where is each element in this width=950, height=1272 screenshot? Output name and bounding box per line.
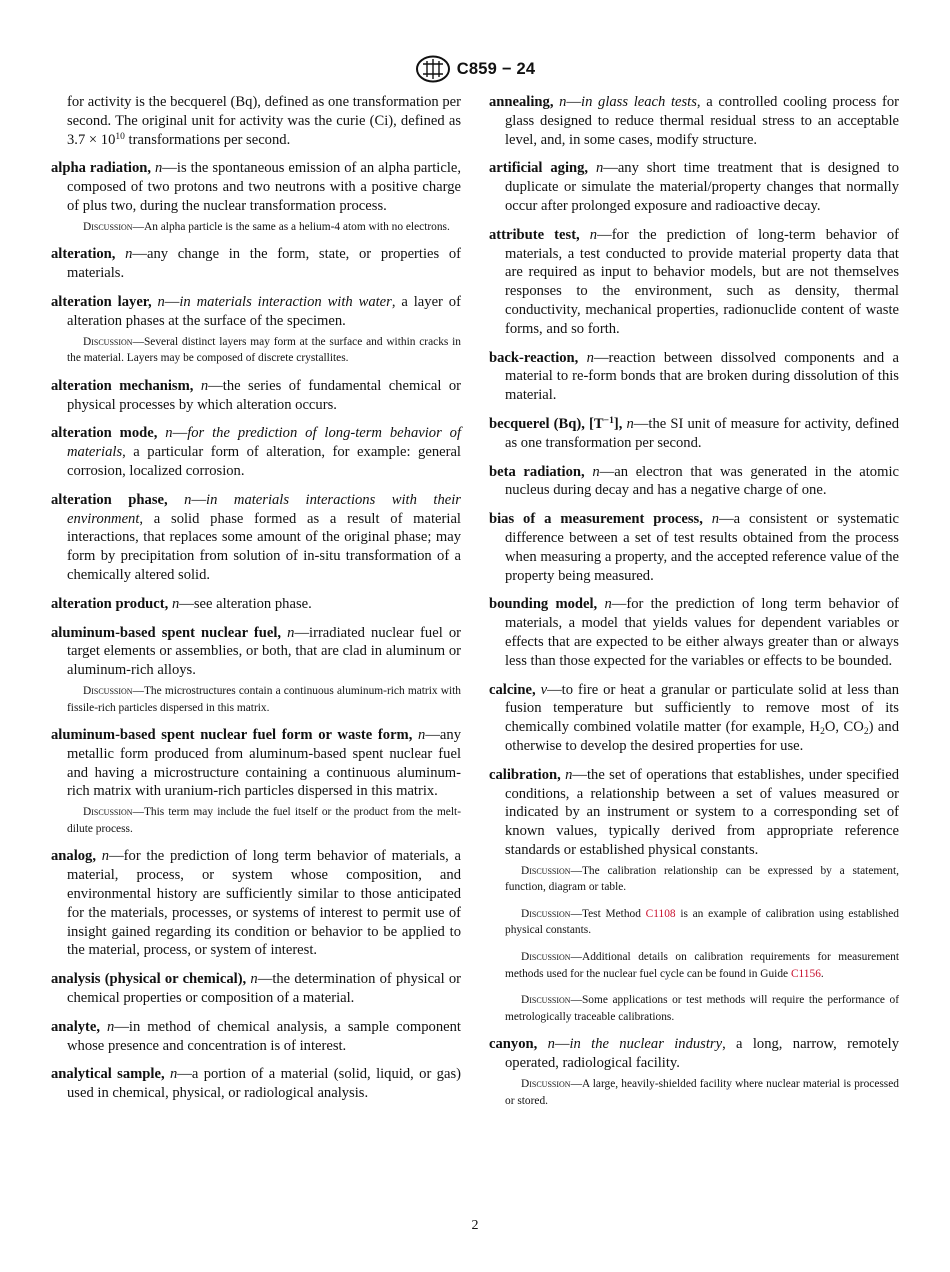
discussion-calibration-1: Discussion—The calibration relationship can be expressed by a statement, function, diagram or table. [505, 864, 899, 894]
entry-attribute-test: attribute test, n—for the prediction of long-term behavior of materials, a test conducted to provide material property data that are required as input to behavior models, but are not themselves responses to the environment, such as density, thermal conductivity, mechanical properties, radionuclide content of waste forms, and so forth. [489, 226, 900, 337]
link-c1156[interactable]: C1156 [790, 967, 821, 980]
right-column [489, 93, 899, 1119]
continued-definition: for activity is the becquerel (Bq), defined as one transformation per second. The original unit for activity was the curie (Ci), defined as $3.7 \times 10^{10}$ transformations per second. [67, 94, 461, 148]
entry-analytical-sample: analytical sample, n—a portion of a material (solid, liquid, or gas) used in chemical, physical, or radiological analysis. [51, 1066, 461, 1102]
entry-alteration-mode: alteration mode, n—for the prediction of long-term behavior of materials, a particular form of alteration, for example: general corrosion, localized corrosion. [51, 425, 461, 479]
entry-aluminum-based-snf: aluminum-based spent nuclear fuel, n—irradiated nuclear fuel or target elements or assemblies, or both, that are clad in aluminum or aluminum-rich alloys. [51, 624, 461, 679]
entry-artificial-aging: artificial aging, n—any short time treatment that is designed to duplicate or simulate the material/property changes that normally occur after prolonged exposure and radioactive decay. [489, 160, 899, 214]
entry-canyon: canyon, n—in the nuclear industry, a long, narrow, remotely operated, radiological facility. [489, 1036, 899, 1072]
discussion-calibration-2: Discussion—Test Method C1108 is an example of calibration using established physical constants. [505, 907, 899, 937]
entry-alteration-product: alteration product, n—see alteration phase. [51, 595, 312, 612]
page-header [0, 54, 950, 84]
link-c1108[interactable]: C1108 [645, 907, 676, 920]
entry-analyte: analyte, n—in method of chemical analysis, a sample component whose presence and concentration is of interest. [51, 1018, 461, 1054]
entry-aluminum-based-snf-form: aluminum-based spent nuclear fuel form or waste form, n—any metallic form produced from aluminum-based spent nuclear fuel and having a microstructure containing a continuous aluminum-rich matrix with uranium-rich particles dispersed in this matrix. [51, 727, 461, 800]
entry-calibration: calibration, n—the set of operations that establishes, under specified conditions, a relationship between a set of values measured or indicated by an instrument or system to a corresponding set of known values, typically derived from appropriate reference standards or established physical constants. [489, 766, 899, 858]
left-column [51, 93, 461, 1113]
entry-alteration-phase: alteration phase, n—in materials interactions with their environment, a solid phase formed as a result of material interactions, that replaces some amount of the original phase; may form by precipitation from solution of in-situ transformation of a chemically altered solid. [51, 491, 461, 583]
entry-becquerel: becquerel (Bq), $[T^{-1}]$, n—the SI unit of measure for activity, defined as one transformation per second. [489, 415, 899, 451]
discussion-calibration-4: Discussion—Some applications or test methods will require the performance of metrologically traceable calibrations. [505, 994, 899, 1023]
entry-beta-radiation: beta radiation, n—an electron that was generated in the atomic nucleus during decay and has a negative charge of one. [489, 463, 899, 499]
page-number: 2 [471, 1218, 479, 1233]
discussion-alteration-layer: Discussion—Several distinct layers may form at the surface and within cracks in the material. Layers may be composed of discrete crystallites. [67, 335, 461, 365]
entry-analog: analog, n—for the prediction of long term behavior of materials, a material, process, or system whose composition, and environmental history are sufficiently similar to those anticipated for the materials, processes, or systems of interest to permit use of insight gained regarding its condition or behavior to be applied to the material, process, or system of interest. [51, 848, 461, 959]
discussion-aluminum-based-snf-form: Discussion—This term may include the fuel itself or the product from the melt-dilute process. [67, 806, 461, 835]
entry-annealing: annealing, n—in glass leach tests, a controlled cooling process for glass designed to reduce thermal residual stress to an acceptable level, and, in some cases, modify structure. [489, 94, 899, 148]
discussion-calibration-3: Discussion—Additional details on calibration requirements for measurement methods used for the nuclear fuel cycle can be found in Guide C1156. [505, 951, 899, 980]
entry-bias: bias of a measurement process, n—a consistent or systematic difference between a set of test results obtained from the process when measuring a property, and the accepted reference value of the property being measured. [489, 511, 900, 584]
entry-bounding-model: bounding model, n—for the prediction of long term behavior of materials, a model that yields values for dependent variables or effects that are expected to be either always greater than or always less than those expected for the variables or effects to be bounded. [489, 596, 899, 669]
entry-back-reaction: back-reaction, n—reaction between dissolved components and a material to re-form bonds that are broken during dissolution of this material. [489, 349, 899, 404]
entry-alteration-layer: alteration layer, n—in materials interaction with water, a layer of alteration phases at the surface of the specimen. [51, 293, 461, 329]
entry-alteration-mechanism: alteration mechanism, n—the series of fundamental chemical or physical processes by which alteration occurs. [51, 377, 461, 413]
discussion-aluminum-based-snf: Discussion—The microstructures contain a continuous aluminum-rich matrix with fissile-rich particles dispersed in this matrix. [67, 684, 461, 714]
discussion-canyon: Discussion—A large, heavily-shielded facility where nuclear material is processed or stored. [505, 1078, 899, 1107]
entry-alpha-radiation: alpha radiation, n—is the spontaneous emission of an alpha particle, composed of two protons and two neutrons with a positive charge of plus two, during the nuclear transformation process. [51, 160, 462, 214]
discussion-alpha-radiation: Discussion—An alpha particle is the same as a helium-4 atom with no electrons. [83, 220, 450, 233]
entry-calcine: calcine, v—to fire or heat a granular or particulate solid at less than fusion temperature but sufficiently to remove most of its chemically combined volatile matter (for example, $H_2O$, $CO_2$) and otherwise to develop the desired properties for use. [489, 681, 900, 754]
entry-analysis: analysis (physical or chemical), n—the determination of physical or chemical properties or composition of a material. [51, 971, 461, 1007]
standard-designation: C859 − 24 [456, 59, 536, 78]
astm-logo-icon [415, 55, 451, 83]
entry-alteration: alteration, n—any change in the form, state, or properties of materials. [51, 246, 461, 282]
